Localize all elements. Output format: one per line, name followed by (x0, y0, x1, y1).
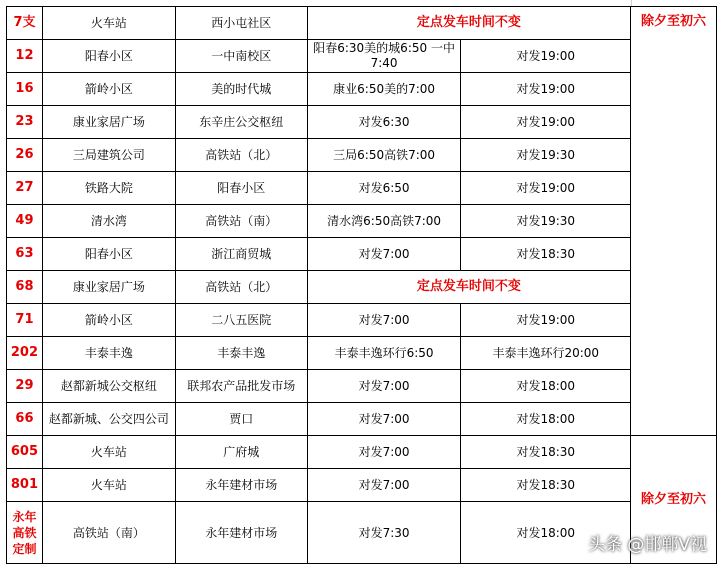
destination-stop: 永年建材市场 (175, 502, 307, 564)
destination-stop: 东辛庄公交枢纽 (175, 106, 307, 139)
table-row (7, 238, 717, 271)
first-departure: 阳春6:30美的城6:50 一中7:40 (307, 40, 461, 73)
fixed-schedule-note: 定点发车时间不变 (307, 7, 630, 40)
origin-stop: 火车站 (42, 7, 175, 40)
last-departure: 对发19:00 (461, 172, 631, 205)
destination-stop: 高铁站（南） (175, 205, 307, 238)
destination-stop: 永年建材市场 (175, 469, 307, 502)
holiday-period-note: 除夕至初六 (631, 436, 717, 564)
last-departure: 对发19:00 (461, 304, 631, 337)
route-number: 永年高铁定制 (7, 502, 43, 564)
route-number: 12 (7, 40, 43, 73)
route-number: 26 (7, 139, 43, 172)
fixed-schedule-note: 定点发车时间不变 (307, 271, 630, 304)
last-departure: 对发19:30 (461, 205, 631, 238)
bus-schedule-table (6, 6, 717, 564)
last-departure: 对发18:30 (461, 469, 631, 502)
destination-stop: 西小屯社区 (175, 7, 307, 40)
first-departure: 丰泰丰逸环行6:50 (307, 337, 461, 370)
origin-stop: 火车站 (42, 469, 175, 502)
table-row (7, 337, 717, 370)
origin-stop: 康业家居广场 (42, 271, 175, 304)
last-departure: 对发19:00 (461, 73, 631, 106)
destination-stop: 贾口 (175, 403, 307, 436)
route-number: 49 (7, 205, 43, 238)
holiday-period-note: 除夕至初六 (631, 7, 717, 436)
table-row (7, 73, 717, 106)
last-departure: 对发18:30 (461, 238, 631, 271)
route-number: 71 (7, 304, 43, 337)
destination-stop: 高铁站（北） (175, 271, 307, 304)
route-number: 68 (7, 271, 43, 304)
first-departure: 对发7:00 (307, 304, 461, 337)
origin-stop: 赵都新城、公交四公司 (42, 403, 175, 436)
last-departure: 对发18:00 (461, 502, 631, 564)
origin-stop: 铁路大院 (42, 172, 175, 205)
table-row (7, 172, 717, 205)
last-departure: 丰泰丰逸环行20:00 (461, 337, 631, 370)
destination-stop: 丰泰丰逸 (175, 337, 307, 370)
table-row (7, 403, 717, 436)
watermark: 头条 @邯郸V视 (587, 535, 707, 555)
first-departure: 三局6:50高铁7:00 (307, 139, 461, 172)
origin-stop: 箭岭小区 (42, 304, 175, 337)
origin-stop: 丰泰丰逸 (42, 337, 175, 370)
destination-stop: 联邦农产品批发市场 (175, 370, 307, 403)
table-row (7, 271, 717, 304)
first-departure: 对发7:00 (307, 370, 461, 403)
last-departure: 对发19:00 (461, 40, 631, 73)
last-departure: 对发19:30 (461, 139, 631, 172)
table-row (7, 106, 717, 139)
origin-stop: 阳春小区 (42, 40, 175, 73)
first-departure: 对发7:00 (307, 403, 461, 436)
route-number: 801 (7, 469, 43, 502)
destination-stop: 浙江商贸城 (175, 238, 307, 271)
table-row (7, 139, 717, 172)
first-departure: 对发7:00 (307, 436, 461, 469)
origin-stop: 箭岭小区 (42, 73, 175, 106)
origin-stop: 康业家居广场 (42, 106, 175, 139)
route-number: 63 (7, 238, 43, 271)
route-number: 23 (7, 106, 43, 139)
route-number: 202 (7, 337, 43, 370)
first-departure: 对发6:30 (307, 106, 461, 139)
route-number: 29 (7, 370, 43, 403)
destination-stop: 阳春小区 (175, 172, 307, 205)
first-departure: 对发7:30 (307, 502, 461, 564)
last-departure: 对发18:30 (461, 436, 631, 469)
table-row (7, 40, 717, 73)
destination-stop: 美的时代城 (175, 73, 307, 106)
table-row (7, 205, 717, 238)
last-departure: 对发18:00 (461, 370, 631, 403)
first-departure: 对发7:00 (307, 469, 461, 502)
last-departure: 对发19:00 (461, 106, 631, 139)
origin-stop: 赵都新城公交枢纽 (42, 370, 175, 403)
table-row (7, 469, 717, 502)
origin-stop: 火车站 (42, 436, 175, 469)
first-departure: 对发6:50 (307, 172, 461, 205)
origin-stop: 清水湾 (42, 205, 175, 238)
table-row (7, 370, 717, 403)
route-number: 7支 (7, 7, 43, 40)
destination-stop: 二八五医院 (175, 304, 307, 337)
first-departure: 清水湾6:50高铁7:00 (307, 205, 461, 238)
table-row (7, 7, 717, 40)
first-departure: 康业6:50美的7:00 (307, 73, 461, 106)
table-row (7, 436, 717, 469)
origin-stop: 高铁站（南） (42, 502, 175, 564)
destination-stop: 一中南校区 (175, 40, 307, 73)
origin-stop: 三局建筑公司 (42, 139, 175, 172)
route-number: 66 (7, 403, 43, 436)
first-departure: 对发7:00 (307, 238, 461, 271)
origin-stop: 阳春小区 (42, 238, 175, 271)
table-row (7, 304, 717, 337)
destination-stop: 广府城 (175, 436, 307, 469)
route-number: 605 (7, 436, 43, 469)
last-departure: 对发18:00 (461, 403, 631, 436)
route-number: 16 (7, 73, 43, 106)
route-number: 27 (7, 172, 43, 205)
destination-stop: 高铁站（北） (175, 139, 307, 172)
